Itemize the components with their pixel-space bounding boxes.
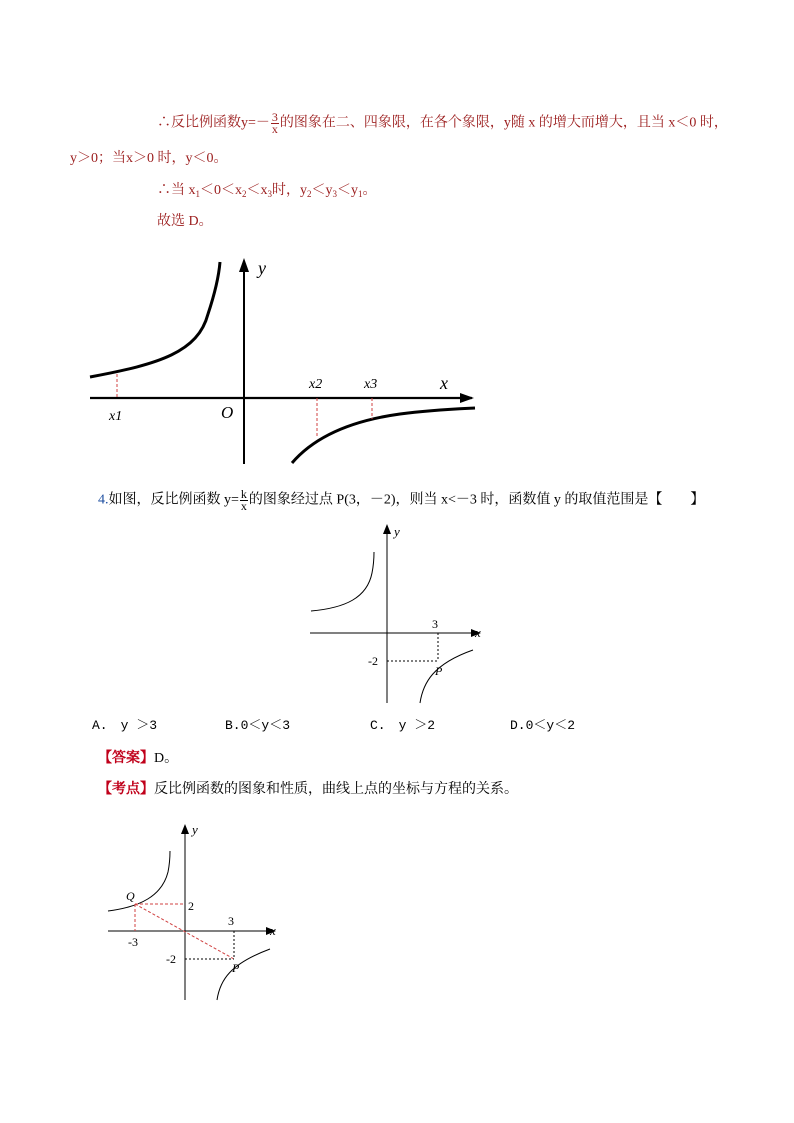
solution-text: 的图象在二、四象限，在各个象限，y随 x 的增大而增大，且当 x＜0 时， [279, 115, 728, 131]
tick-label-y-neg2: -2 [368, 654, 378, 668]
subscript: 3 [332, 189, 337, 199]
answer-value: D。 [154, 751, 179, 766]
solution-text: ∴当 x [157, 183, 196, 198]
solution-text: ＜0＜x [200, 183, 242, 198]
solution-text: ∴反比例函数 [157, 115, 241, 131]
function-lhs: y=－ [241, 115, 270, 131]
hyperbola-branch-left [90, 262, 220, 377]
point-p-label: P [232, 961, 240, 975]
solution-text: 时，y [272, 183, 307, 198]
solution-line-4 [157, 213, 213, 231]
x2-label: x2 [309, 377, 323, 392]
y-axis-arrow [383, 524, 391, 534]
x-axis-arrow [460, 393, 474, 403]
knowledge-tag: 【考点】 [98, 782, 154, 797]
solution-text: ＜y [311, 183, 333, 198]
hyperbola-branch-left [108, 851, 170, 911]
tick-label-y-neg2: -2 [166, 952, 176, 966]
y-axis-arrow [181, 824, 189, 834]
point-q-label: Q [126, 889, 135, 903]
option-a: A. y ＞3 [92, 718, 158, 733]
option-c: C. y ＞2 [370, 718, 436, 733]
origin-label: O [221, 403, 234, 422]
hyperbola-branch-right [420, 650, 473, 703]
fraction-denominator: x [240, 499, 247, 513]
tick-label-x-3: 3 [432, 617, 438, 631]
fraction-numerator: k [240, 487, 247, 501]
y-axis-label: y [394, 524, 400, 539]
question-text: 如图，反比例函数 y= [108, 492, 239, 508]
tick-label-y-2: 2 [188, 899, 194, 913]
y-axis-label: y [258, 258, 266, 278]
solution-line-3 [157, 182, 377, 203]
tick-label-x-neg3: -3 [128, 935, 138, 949]
subscript: 2 [307, 189, 312, 199]
solution-text: 。 [362, 183, 377, 198]
solution-text: ＜y [337, 183, 358, 198]
tick-label-x-3: 3 [228, 914, 234, 928]
fraction-denominator: x [271, 122, 278, 136]
knowledge-value: 反比例函数的图象和性质，曲线上点的坐标与方程的关系。 [154, 782, 518, 797]
x3-label: x3 [364, 377, 378, 392]
solution-line-1 [157, 112, 728, 135]
option-d: D.0＜y＜2 [510, 718, 576, 733]
option-b: B.0＜y＜3 [225, 718, 291, 733]
fraction-numerator: 3 [271, 110, 278, 124]
solution-text: y＞0；当x＞0 时，y＜0。 [70, 151, 228, 166]
subscript: 1 [358, 189, 363, 199]
figure-3-explanation [100, 818, 290, 1008]
subscript: 2 [242, 189, 247, 199]
subscript: 3 [267, 189, 272, 199]
answer-tag: 【答案】 [98, 751, 154, 766]
hyperbola-branch-right [292, 408, 475, 463]
answer-line [98, 750, 178, 768]
hyperbola-branch-right [217, 949, 270, 1000]
solution-line-2 [70, 150, 228, 168]
solution-text: 故选 D。 [157, 214, 213, 229]
point-p-label: P [435, 664, 443, 678]
fraction-3-over-x [271, 112, 279, 135]
fraction-k-over-x [240, 489, 248, 512]
x1-label: x1 [109, 409, 123, 424]
knowledge-line [98, 781, 518, 799]
y-axis-label: y [192, 822, 198, 837]
question-text: 的图象经过点 P(3，－2)，则当 x<－3 时，函数值 y 的取值范围是【 】 [248, 492, 705, 508]
subscript: 1 [195, 189, 200, 199]
figure-2-question [305, 518, 495, 708]
hyperbola-branch-left [311, 552, 374, 611]
x-axis-label: x [440, 373, 448, 393]
y-axis-arrow [239, 258, 249, 272]
x-axis-label: x [270, 923, 276, 938]
x-axis-label: x [475, 625, 481, 640]
question-4 [98, 489, 704, 512]
figure-1-hyperbola [80, 252, 480, 470]
solution-text: ＜x [246, 183, 268, 198]
question-number: 4. [98, 492, 109, 508]
